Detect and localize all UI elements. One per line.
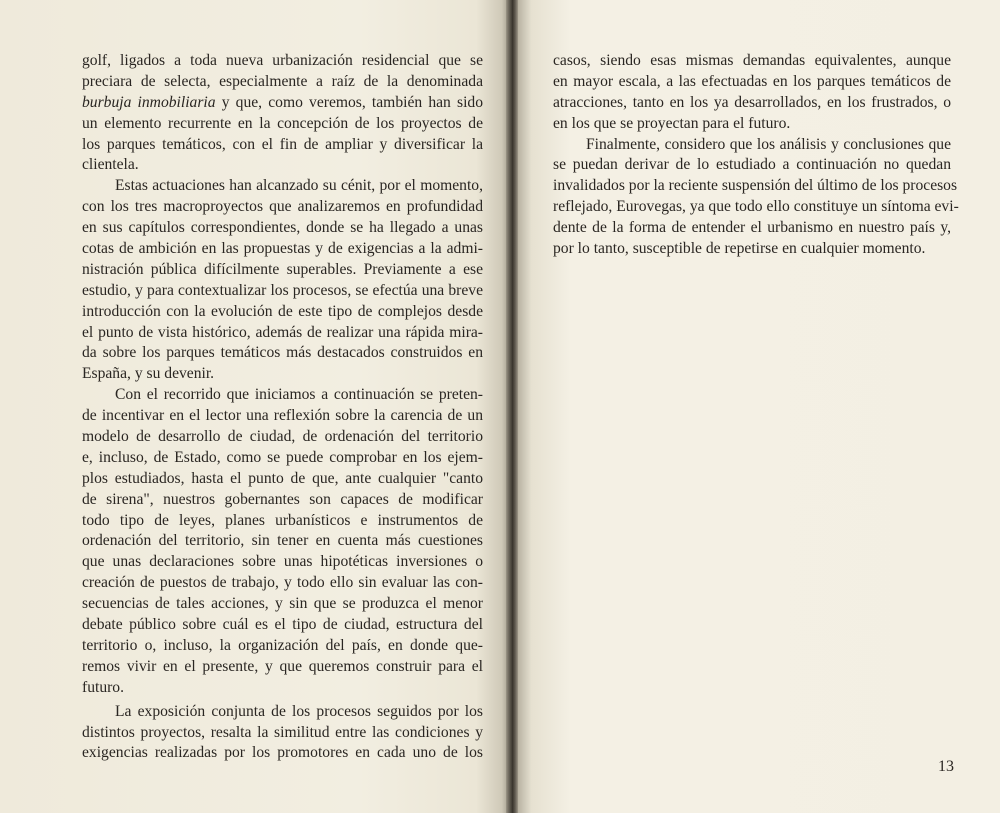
text-line: [82, 323, 483, 344]
line-text: preciara de selecta, especialmente a raíz de la denominada: [82, 72, 483, 90]
text-line: [82, 657, 483, 678]
text-line: [553, 51, 951, 72]
line-text: dente de la forma de entender el urbanismo en nuestro país y,: [553, 219, 951, 237]
text-line: [553, 176, 958, 197]
line-text: debate público sobre cuál es el tipo de ciudad, estructura del: [82, 616, 483, 634]
text-line: [82, 51, 483, 72]
text-line: [82, 176, 483, 197]
text-line: [82, 302, 483, 323]
book-gutter: [506, 0, 518, 813]
text-line: [82, 114, 483, 135]
text-line: [82, 594, 483, 615]
text-line: [553, 218, 951, 239]
line-text: por lo tanto, susceptible de repetirse en cualquier momento.: [553, 240, 926, 258]
text-line: [82, 702, 483, 723]
line-text: atracciones, tanto en los ya desarrollados, en los frustrados, o: [553, 93, 951, 111]
text-line: [82, 531, 483, 552]
text-line: [82, 678, 483, 699]
text-line: [553, 72, 951, 93]
text-line: [82, 427, 483, 448]
text-line: [82, 448, 483, 469]
line-text: de incentivar en el lector una reflexión sobre la carencia de un: [82, 407, 483, 425]
right-page: [512, 0, 1000, 813]
text-line: [82, 511, 483, 532]
line-text: invalidados por la reciente suspensión del último de los procesos: [553, 177, 958, 195]
left-page-body: [82, 51, 483, 764]
text-line: [82, 260, 483, 281]
text-line: [553, 114, 951, 135]
line-text: nistración pública difícilmente superables. Previamente a ese: [82, 260, 483, 278]
line-text: se puedan derivar de lo estudiado a continuación no quedan: [553, 156, 951, 174]
text-line: [82, 72, 483, 93]
text-line: [82, 197, 483, 218]
text-line: [82, 636, 483, 657]
line-text: el punto de vista histórico, además de realizar una rápida mira-: [82, 323, 483, 341]
line-text: casos, siendo esas mismas demandas equivalentes, aunque: [553, 52, 951, 69]
italic-phrase: burbuja inmobiliaria: [82, 93, 216, 111]
text-line: [553, 93, 951, 114]
line-text: creación de puestos de trabajo, y todo ello sin evaluar las con-: [82, 574, 483, 592]
text-line: [82, 385, 483, 406]
line-text: Con el recorrido que iniciamos a continuación se preten-: [115, 386, 483, 404]
text-line: [82, 239, 483, 260]
line-text: en sus capítulos correspondientes, donde se ha llegado a unas: [82, 219, 483, 237]
line-text: remos vivir en el presente, y que queremos construir para el: [82, 657, 483, 675]
line-text: un elemento recurrente en la concepción de los proyectos de: [82, 114, 483, 132]
text-line: [553, 155, 951, 176]
line-text: modelo de desarrollo de ciudad, de ordenación del territorio: [82, 428, 483, 446]
line-text: Finalmente, considero que los análisis y conclusiones que: [586, 135, 951, 153]
text-line: [82, 406, 483, 427]
line-text: futuro.: [82, 678, 125, 696]
line-text: territorio o, incluso, la organización del país, en donde que-: [82, 636, 483, 654]
line-text: ordenación del territorio, sin tener en cuenta más cuestiones: [82, 532, 483, 550]
text-line: [82, 490, 483, 511]
text-line: [82, 343, 483, 364]
line-text: distintos proyectos, resalta la similitud entre las condiciones y: [82, 723, 483, 741]
text-line: [82, 364, 483, 385]
line-text: con los tres macroproyectos que analizaremos en profundidad: [82, 198, 483, 216]
text-line: [82, 281, 483, 302]
text-line: [82, 469, 483, 490]
line-text: La exposición conjunta de los procesos seguidos por los: [115, 702, 483, 720]
line-text: plos estudiados, hasta el punto de que, ante cualquier "canto: [82, 469, 483, 487]
text-line: [82, 552, 483, 573]
text-line: [553, 197, 959, 218]
line-text: estudio, y para contextualizar los procesos, se efectúa una breve: [82, 281, 483, 299]
text-line: [82, 743, 483, 764]
right-page-body: [553, 51, 959, 260]
line-text: todo tipo de leyes, planes urbanísticos e instrumentos de: [82, 511, 483, 529]
text-line: [553, 135, 951, 156]
line-text: secuencias de tales acciones, y sin que se produzca el menor: [82, 595, 483, 613]
line-text: en los que se proyectan para el futuro.: [553, 114, 791, 132]
line-text: exigencias realizadas por los promotores en cada uno de los: [82, 744, 483, 762]
line-text: e, incluso, de Estado, como se puede comprobar en los ejem-: [82, 448, 483, 466]
line-text: de sirena", nuestros gobernantes son capaces de modificar: [82, 490, 483, 508]
line-text: España, y su devenir.: [82, 365, 215, 383]
text-line: [82, 93, 483, 114]
text-line: [82, 615, 483, 636]
line-text: introducción con la evolución de este tipo de complejos desde: [82, 302, 483, 320]
page-number: 13: [938, 758, 954, 775]
line-text: da sobre los parques temáticos más destacados construidos en: [82, 344, 483, 362]
line-text: en mayor escala, a las efectuadas en los parques temáticos de: [553, 72, 951, 90]
line-text: reflejado, Eurovegas, ya que todo ello constituye un síntoma evi-: [553, 198, 959, 216]
text-line: [82, 573, 483, 594]
text-line: [82, 723, 483, 744]
line-text: los parques temáticos, con el fin de ampliar y diversificar la: [82, 135, 483, 153]
text-line: [553, 239, 951, 260]
line-text: golf, ligados a toda nueva urbanización residencial que se: [82, 52, 483, 69]
text-line: [82, 218, 483, 239]
line-text: cotas de ambición en las propuestas y de exigencias a la admi-: [82, 240, 483, 258]
line-text: y que, como veremos, también han sido: [215, 93, 483, 111]
text-line: [82, 155, 483, 176]
line-text: Estas actuaciones han alcanzado su cénit, por el momento,: [115, 177, 483, 195]
line-text: que unas declaraciones sobre unas hipotéticas inversiones o: [82, 553, 483, 571]
text-line: [82, 135, 483, 156]
line-text: clientela.: [82, 156, 139, 174]
